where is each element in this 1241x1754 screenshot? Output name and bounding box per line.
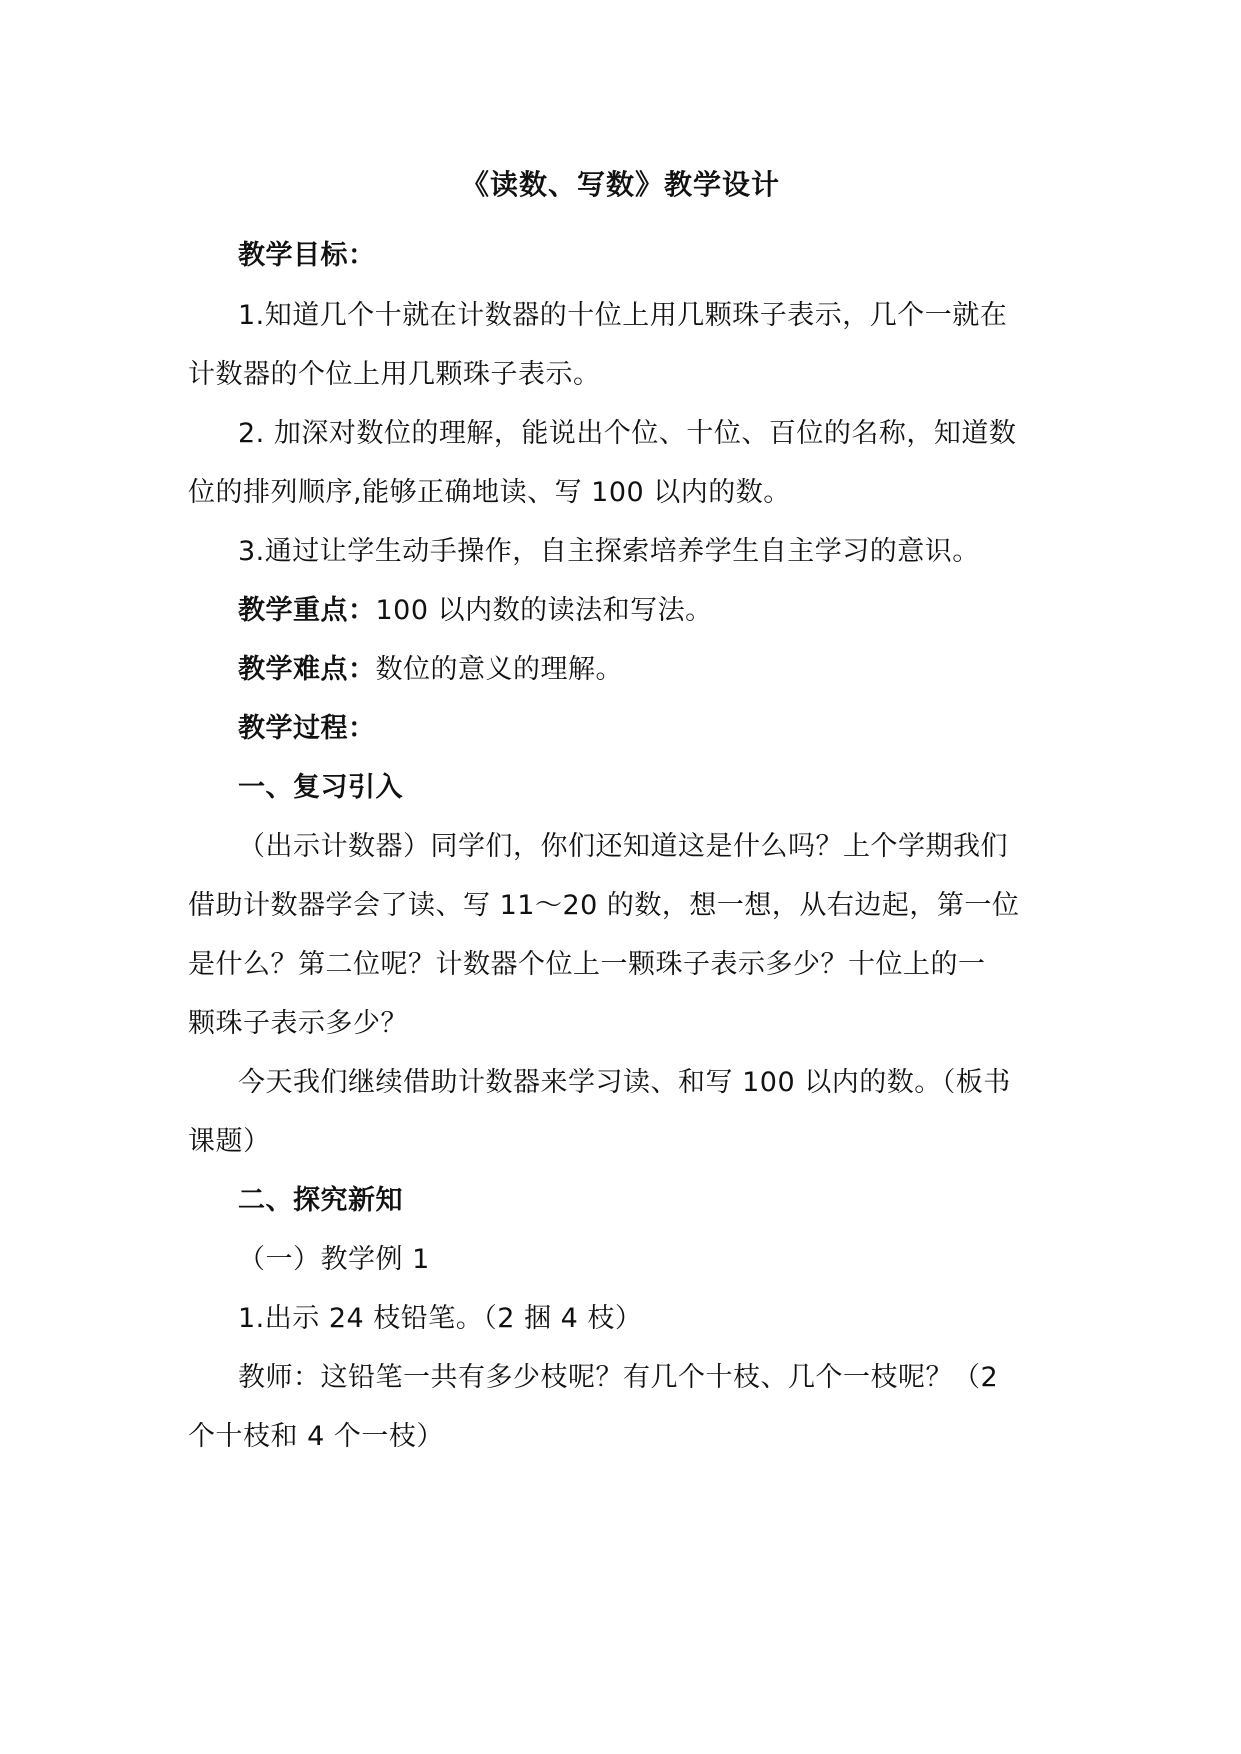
- goal-1-line-2: 计数器的个位上用几颗珠子表示。: [188, 359, 601, 390]
- section-1-para-1-line-1: （出示计数器）同学们，你们还知道这是什么吗？上个学期我们: [238, 831, 1008, 862]
- process-heading: 教学过程：: [238, 713, 376, 744]
- section-1-para-2-line-2: 课题）: [188, 1126, 271, 1157]
- section-1-para-1-line-3: 是什么？第二位呢？计数器个位上一颗珠子表示多少？十位上的一: [188, 949, 986, 980]
- section-2-item-1: 1.出示 24 枝铅笔。（2 捆 4 枝）: [238, 1303, 643, 1334]
- goal-2-line-2: 位的排列顺序,能够正确地读、写 100 以内的数。: [188, 477, 791, 508]
- section-2-heading: 二、探究新知: [238, 1185, 403, 1216]
- teacher-line-1: 教师：这铅笔一共有多少枝呢？有几个十枝、几个一枝呢？（2: [238, 1362, 999, 1393]
- goal-1-line-1: 1.知道几个十就在计数器的十位上用几颗珠子表示，几个一就在: [238, 300, 1008, 331]
- section-1-heading: 一、复习引入: [238, 772, 403, 803]
- difficulty-label: 教学难点：: [238, 654, 376, 685]
- section-1-para-1-line-2: 借助计数器学会了读、写 11～20 的数，想一想，从右边起，第一位: [188, 890, 1020, 921]
- difficulty: [238, 647, 623, 686]
- document-title: 《读数、写数》教学设计: [460, 168, 780, 201]
- goals-heading: 教学目标：: [238, 240, 376, 271]
- key-point-text: 100 以内数的读法和写法。: [375, 595, 713, 626]
- key-point-label: 教学重点：: [238, 595, 376, 626]
- key-point: [238, 588, 713, 627]
- teacher-line-2: 个十枝和 4 个一枝）: [188, 1421, 444, 1452]
- difficulty-text: 数位的意义的理解。: [375, 654, 623, 685]
- section-1-para-2-line-1: 今天我们继续借助计数器来学习读、和写 100 以内的数。（板书: [238, 1067, 1011, 1098]
- section-2-sub-1: （一）教学例 1: [238, 1244, 430, 1275]
- section-1-para-1-line-4: 颗珠子表示多少？: [188, 1008, 408, 1039]
- goal-2-line-1: 2. 加深对数位的理解，能说出个位、十位、百位的名称，知道数: [238, 418, 1017, 449]
- goal-3: 3.通过让学生动手操作，自主探索培养学生自主学习的意识。: [238, 536, 980, 567]
